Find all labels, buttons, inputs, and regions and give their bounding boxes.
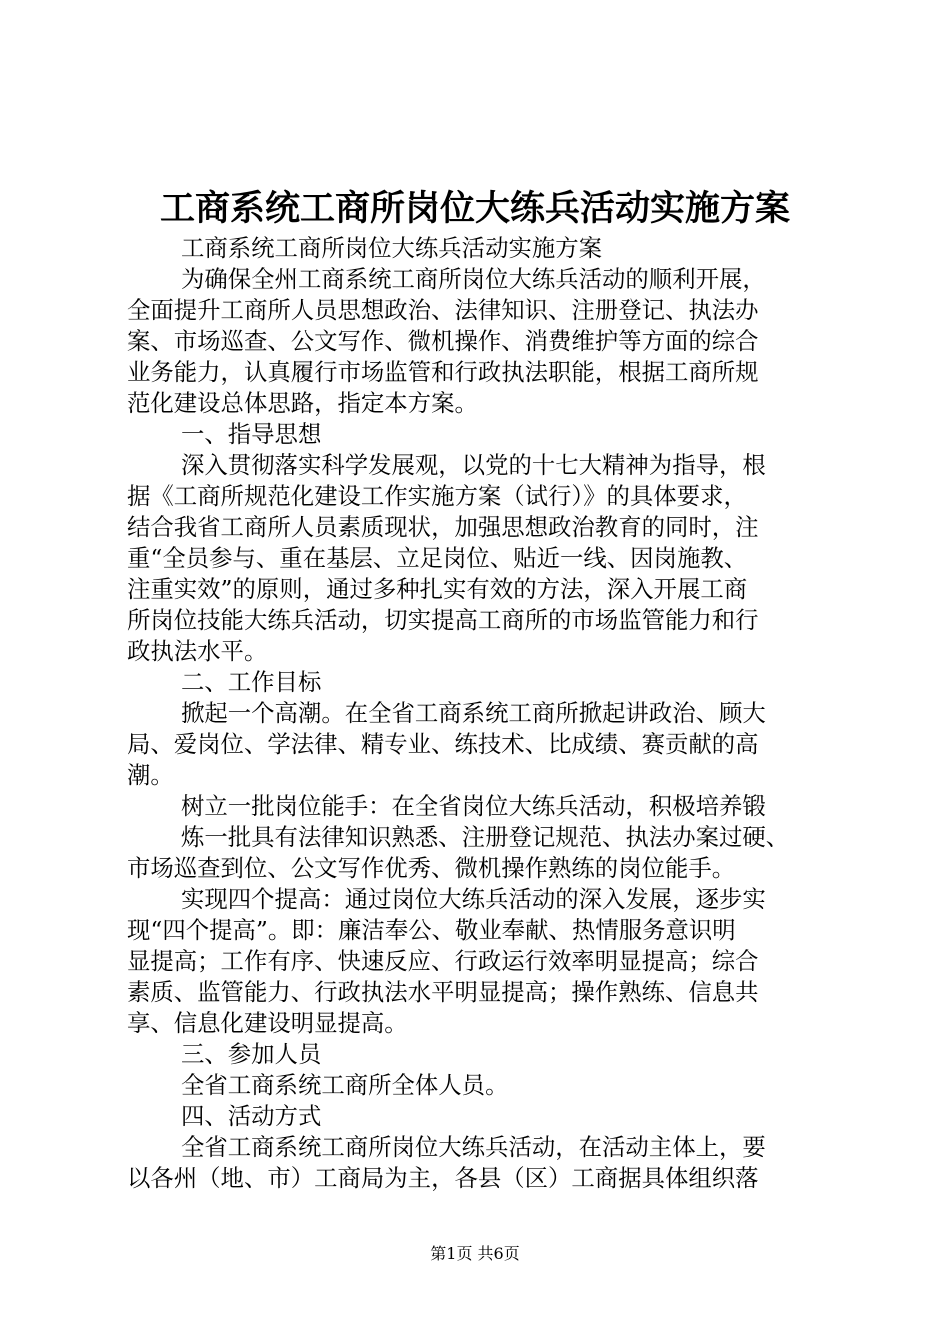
body-line: 素质、监管能力、行政执法水平明显提高；操作熟练、信息共: [127, 978, 759, 1006]
body-line: 全面提升工商所人员思想政治、法律知识、注册登记、执法办: [127, 296, 759, 324]
body-line: 所岗位技能大练兵活动，切实提高工商所的市场监管能力和行: [127, 606, 759, 634]
body-line: 局、爱岗位、学法律、精专业、练技术、比成绩、赛贡献的高: [127, 730, 759, 758]
body-line: 重“全员参与、重在基层、立足岗位、贴近一线、因岗施教、: [127, 544, 748, 572]
body-line: 树立一批岗位能手：在全省岗位大练兵活动，积极培养锻: [181, 792, 766, 820]
document-title: 工商系统工商所岗位大练兵活动实施方案: [159, 188, 790, 229]
body-line: 以各州（地、市）工商局为主，各县（区）工商据具体组织落: [127, 1164, 759, 1192]
body-line: 据《工商所规范化建设工作实施方案（试行）》的具体要求，: [127, 482, 747, 510]
section-heading: 一、指导思想: [181, 420, 322, 448]
body-line: 市场巡查到位、公文写作优秀、微机操作熟练的岗位能手。: [127, 854, 736, 882]
body-line: 炼一批具有法律知识熟悉、注册登记规范、执法办案过硬、: [181, 823, 790, 851]
body-line: 范化建设总体思路，指定本方案。: [127, 389, 478, 417]
body-line: 实现四个提高：通过岗位大练兵活动的深入发展，逐步实: [181, 885, 766, 913]
body-line: 显提高；工作有序、快速反应、行政运行效率明显提高；综合: [127, 947, 759, 975]
document-body: [127, 233, 837, 1194]
body-line: 注重实效”的原则，通过多种扎实有效的方法，深入开展工商: [127, 575, 748, 603]
body-line: 掀起一个高潮。在全省工商系统工商所掀起讲政治、顾大: [181, 699, 766, 727]
body-line: 案、市场巡查、公文写作、微机操作、消费维护等方面的综合: [127, 327, 759, 355]
section-heading: 三、参加人员: [181, 1040, 322, 1068]
body-line: 深入贯彻落实科学发展观，以党的十七大精神为指导，根: [181, 451, 766, 479]
body-line: 全省工商系统工商所岗位大练兵活动，在活动主体上，要: [181, 1133, 766, 1161]
body-line: 为确保全州工商系统工商所岗位大练兵活动的顺利开展，: [181, 265, 766, 293]
section-heading: 二、工作目标: [181, 668, 322, 696]
body-line: 全省工商系统工商所全体人员。: [181, 1071, 509, 1099]
body-line: 享、信息化建设明显提高。: [127, 1009, 408, 1037]
body-line: 工商系统工商所岗位大练兵活动实施方案: [181, 234, 603, 262]
body-line: 业务能力，认真履行市场监管和行政执法职能，根据工商所规: [127, 358, 759, 386]
body-line: 现“四个提高”。即：廉洁奉公、敬业奉献、热情服务意识明: [127, 916, 736, 944]
body-line: 结合我省工商所人员素质现状，加强思想政治教育的同时，注: [127, 513, 759, 541]
page-number: 第1页 共6页: [430, 1244, 520, 1263]
section-heading: 四、活动方式: [181, 1102, 322, 1130]
body-line: 潮。: [127, 761, 174, 789]
body-line: 政执法水平。: [127, 637, 268, 665]
